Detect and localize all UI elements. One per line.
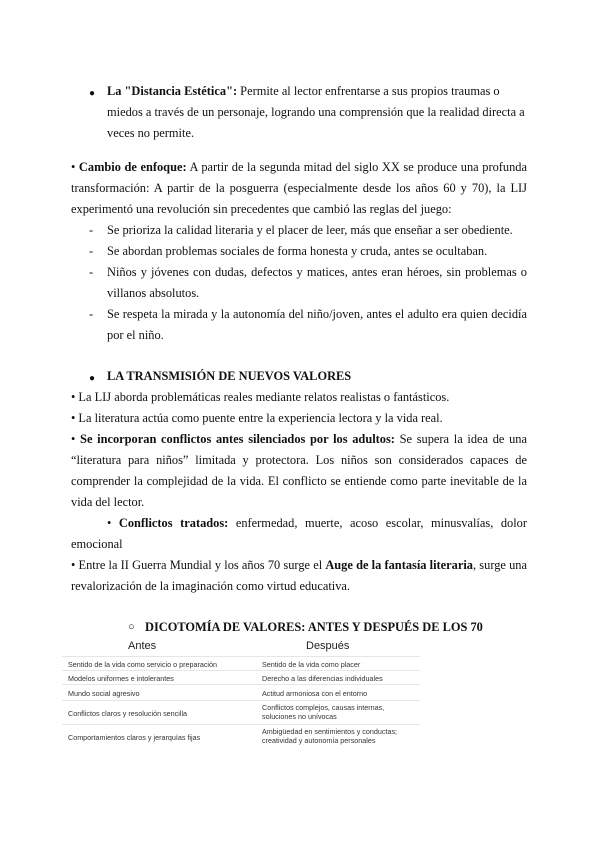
dash-marker: - [89, 265, 94, 279]
transmision-line: • La LIJ aborda problemáticas reales mediante relatos realistas o fantásticos. [71, 390, 450, 404]
cell-antes: Modelos uniformes e intolerantes [68, 674, 174, 683]
table-row [62, 724, 420, 749]
cell-antes: Comportamientos claros y jerarquías fijas [68, 733, 201, 742]
bullet-dot-icon: ● [89, 373, 96, 384]
guerra-bold: Auge de la fantasía literaria [325, 558, 474, 572]
conflictos-paragraph [71, 429, 527, 513]
dash-marker: - [89, 244, 94, 258]
guerra-text-start: • Entre la II Guerra Mundial y los años 70 surge el [71, 558, 326, 572]
bullet-prefix: • [71, 160, 79, 174]
conflictos-tratados-text: enfermedad, muerte, acoso escolar, minusvalías, dolor emocional [71, 516, 527, 551]
conflictos-tratados-title: Conflictos tratados: [118, 516, 229, 530]
bullet-dot-icon: ● [89, 88, 96, 99]
transmision-line: • La literatura actúa como puente entre la experiencia lectora y la vida real. [71, 411, 443, 425]
cell-antes: Sentido de la vida como servicio o preparación [68, 660, 218, 669]
cell-despues: Actitud armoniosa con el entorno [262, 689, 368, 698]
distancia-estetica-title: La "Distancia Estética": [107, 84, 238, 98]
table-row [62, 670, 420, 685]
distancia-estetica-text: Permite al lector enfrentarse a sus propios traumas o miedos a través de un personaje, logrando una comprensión que la realidad directa a veces no permite. [107, 84, 525, 140]
dash-marker: - [89, 307, 94, 321]
column-header-antes: Antes [128, 640, 157, 652]
cell-despues: Derecho a las diferencias individuales [262, 674, 383, 683]
cambio-dash-item: Niños y jóvenes con dudas, defectos y matices, antes eran héroes, sin problemas o villanos absolutos. [107, 265, 527, 300]
column-header-despues: Después [306, 640, 350, 652]
distancia-estetica-item [107, 81, 527, 144]
cambio-dash-item: Se respeta la mirada y la autonomía del niño/joven, antes el adulto era quien decidía por el niño. [107, 307, 527, 342]
cambio-dash-item: Se prioriza la calidad literaria y el placer de leer, más que enseñar a ser obediente. [107, 223, 513, 237]
table-row [62, 656, 420, 671]
dicotomia-heading: DICOTOMÍA DE VALORES: ANTES Y DESPUÉS DE LOS 70 [145, 620, 483, 634]
dash-marker: - [89, 223, 94, 237]
bullet-prefix: • [71, 432, 81, 446]
bullet-prefix: • [107, 516, 119, 530]
conflictos-text: Se supera la idea de una “literatura para niños” limitada y protectora. Los niños son considerados capaces de comprender la complejidad de la vida. El conflicto se entiende como parte inevitable de la vida del lector. [71, 432, 527, 509]
cell-despues: Conflictos complejos, causas internas, soluciones no unívocas [262, 703, 385, 721]
circle-bullet-icon: ○ [128, 621, 135, 633]
cell-antes: Conflictos claros y resolución sencilla [68, 709, 188, 718]
cell-antes: Mundo social agresivo [68, 689, 140, 698]
cambio-enfoque-title: Cambio de enfoque: [78, 160, 187, 174]
conflictos-title: Se incorporan conflictos antes silenciados por los adultos: [80, 432, 395, 446]
table-row [62, 684, 420, 701]
transmision-heading: LA TRANSMISIÓN DE NUEVOS VALORES [107, 369, 352, 383]
guerra-text-end: , surge una revalorización de la imaginación como virtud educativa. [71, 558, 527, 593]
values-table [62, 640, 420, 748]
cambio-dash-item: Se abordan problemas sociales de forma honesta y cruda, antes se ocultaban. [107, 244, 488, 258]
guerra-paragraph [71, 555, 527, 597]
cambio-enfoque-paragraph [71, 157, 527, 220]
cambio-enfoque-text: A partir de la segunda mitad del siglo XX se produce una profunda transformación: A partir de la posguerra (especialmente desde los años 60 y 70), la LIJ experimentó una revolución sin precedentes que cambió las reglas del juego: [71, 160, 527, 216]
conflictos-tratados-paragraph [71, 513, 527, 555]
cell-despues: Ambigüedad en sentimientos y conductas; creatividad y autonomía personales [262, 727, 398, 745]
table-row [62, 700, 420, 725]
cell-despues: Sentido de la vida como placer [262, 660, 361, 669]
